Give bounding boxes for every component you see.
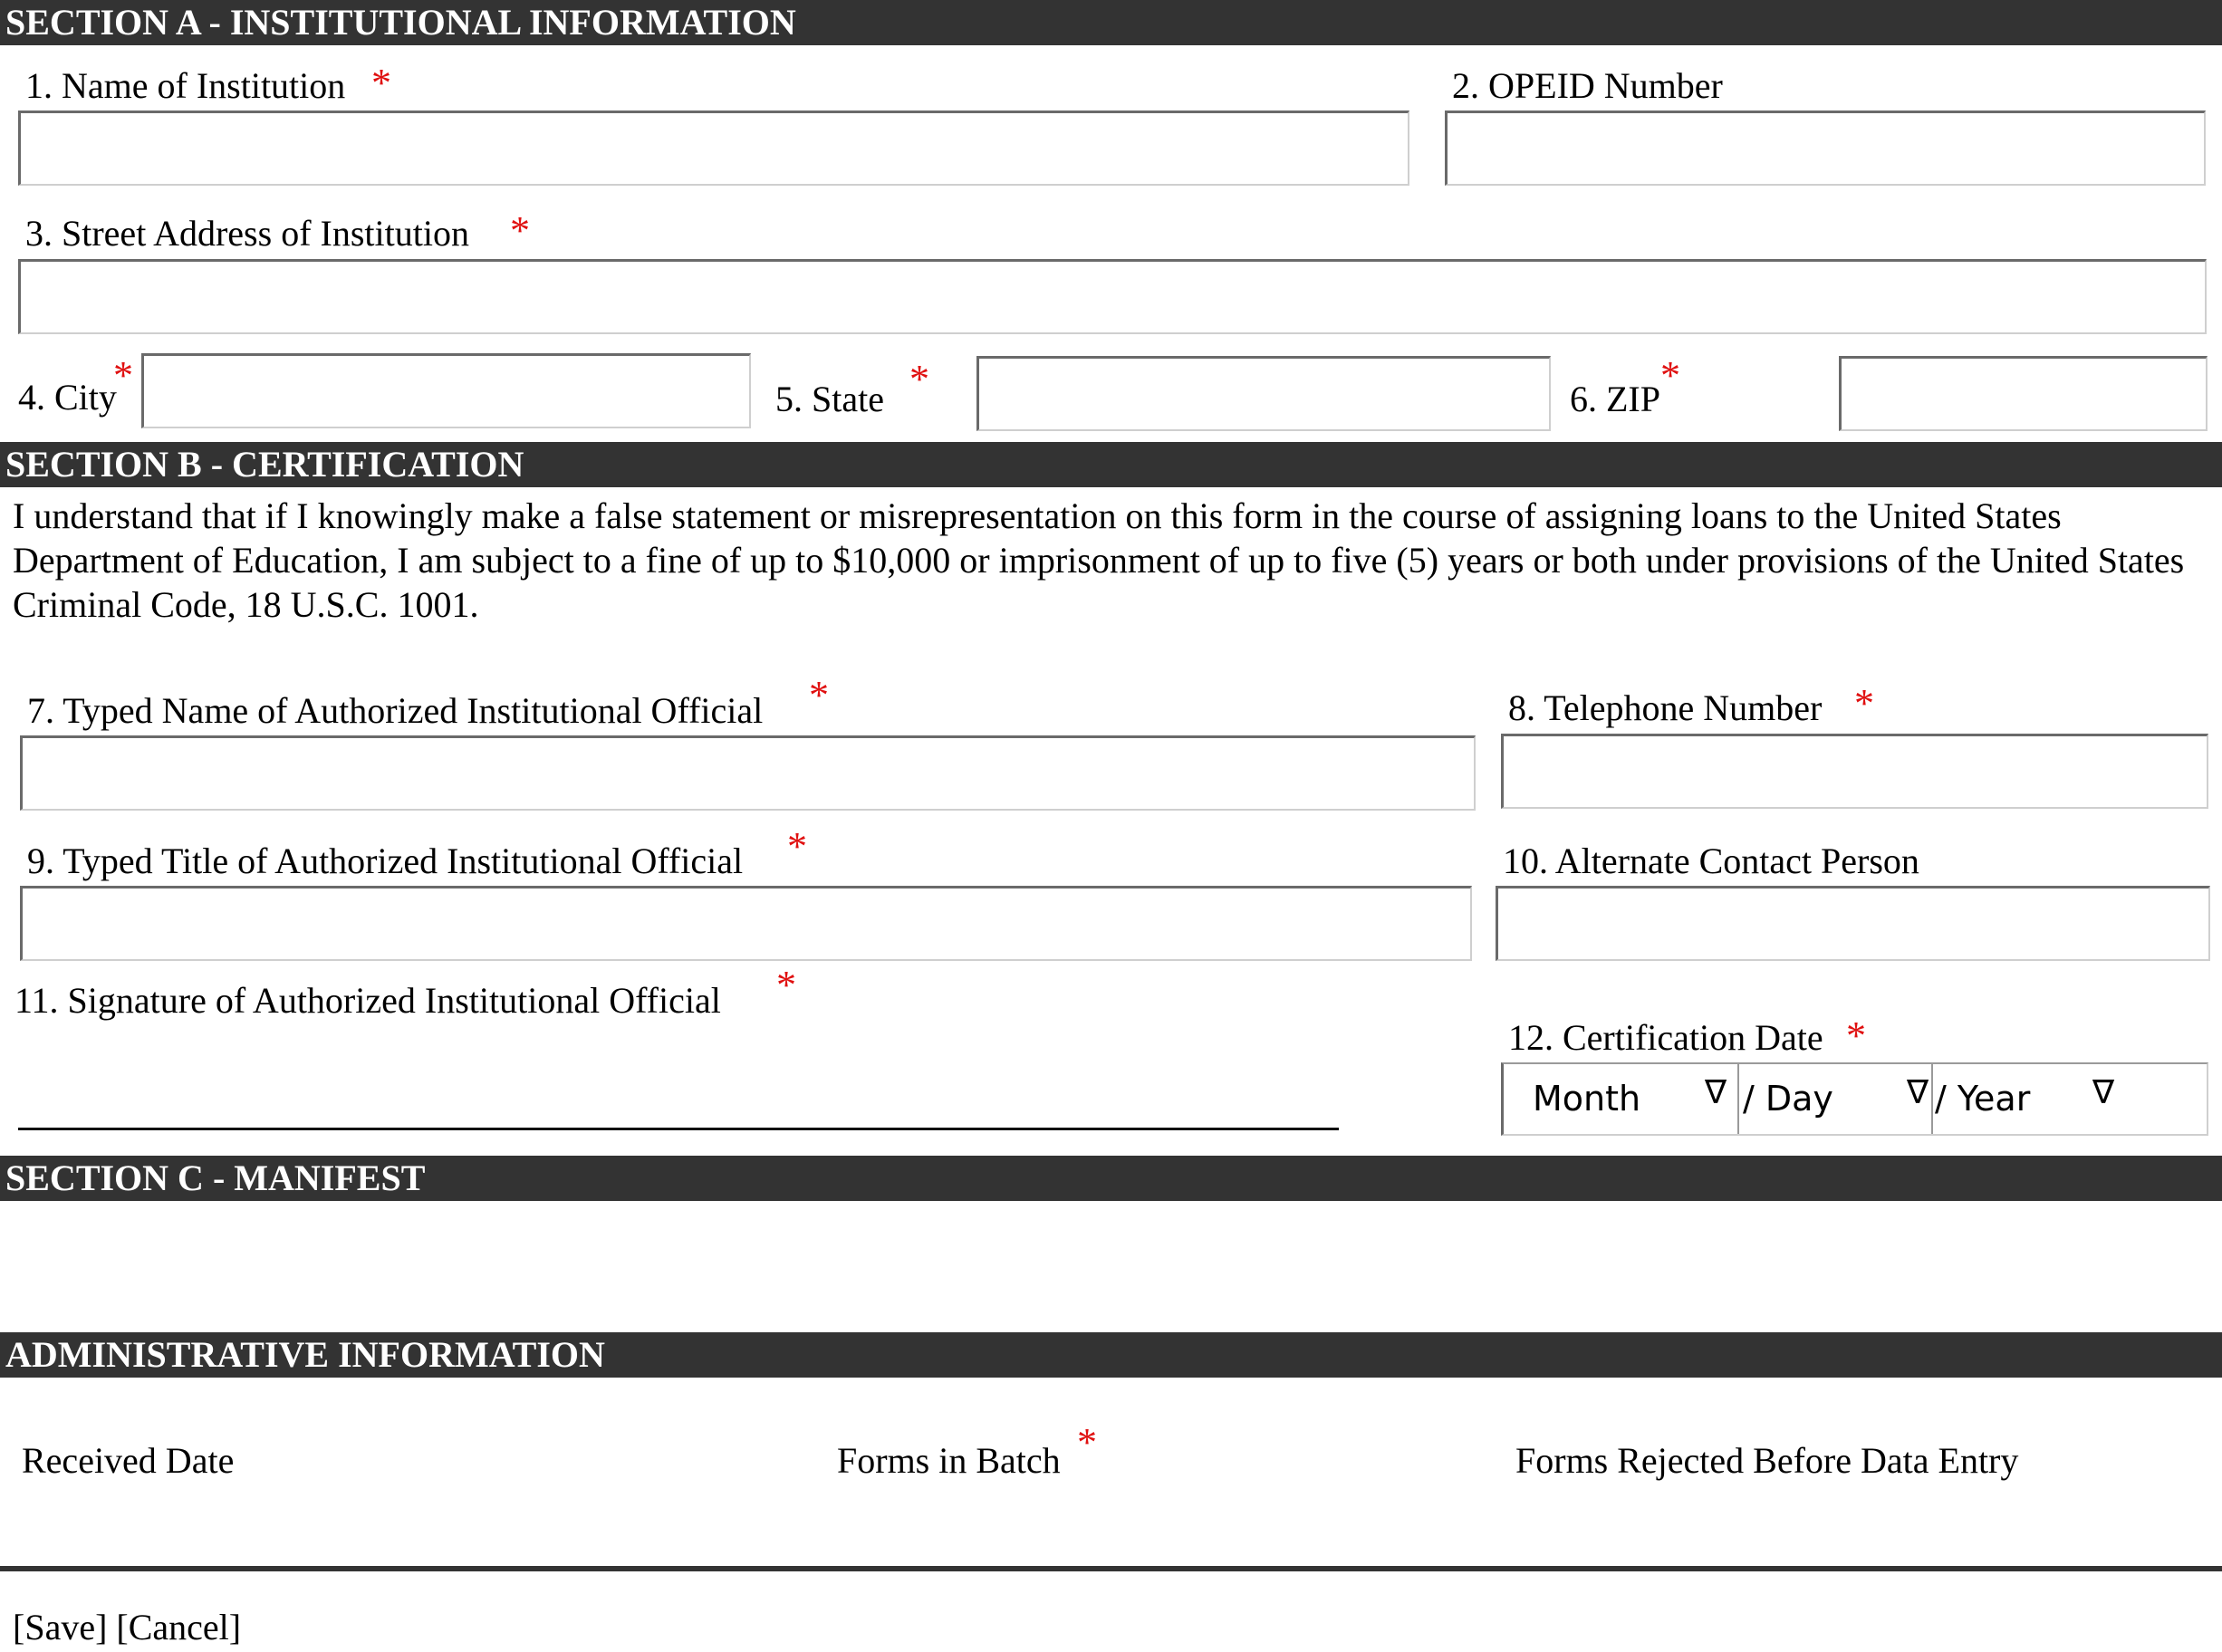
required-asterisk: * xyxy=(1077,1420,1097,1465)
signature-line[interactable] xyxy=(18,1128,1339,1130)
certification-date-picker xyxy=(1501,1062,2208,1136)
received-date-label: Received Date xyxy=(22,1440,235,1481)
zip-input[interactable] xyxy=(1839,356,2208,431)
forms-rejected-label: Forms Rejected Before Data Entry xyxy=(1515,1440,2019,1481)
city-label: 4. City xyxy=(18,377,117,418)
state-input[interactable] xyxy=(976,356,1551,431)
official-name-input[interactable] xyxy=(20,735,1476,811)
year-select[interactable] xyxy=(1933,1064,2205,1134)
cancel-button[interactable]: [Cancel] xyxy=(116,1607,242,1647)
signature-label: 11. Signature of Authorized Institutional Official xyxy=(14,980,721,1021)
forms-in-batch-label: Forms in Batch xyxy=(837,1440,1061,1481)
form-actions xyxy=(13,1607,241,1648)
city-input[interactable] xyxy=(141,353,751,428)
certification-statement: I understand that if I knowingly make a false statement or misrepresentation on this form in the course of assigning loans to the United States Department of Education, I am subject to a fine of up to $10,000 or imprisonment of up to five (5) years or both under provisions of the United States Criminal Code, 18 U.S.C. 1001. xyxy=(13,495,2185,625)
required-asterisk: * xyxy=(1660,353,1680,398)
section-b-header: SECTION B - CERTIFICATION xyxy=(0,442,2222,487)
required-asterisk: * xyxy=(113,353,133,398)
admin-header: ADMINISTRATIVE INFORMATION xyxy=(0,1332,2222,1378)
chevron-down-icon: ∇ xyxy=(1705,1074,1727,1111)
month-select[interactable] xyxy=(1504,1064,1737,1134)
required-asterisk: * xyxy=(809,673,829,717)
required-asterisk: * xyxy=(909,357,929,401)
alternate-contact-input[interactable] xyxy=(1496,886,2210,961)
day-select[interactable] xyxy=(1739,1064,1931,1134)
required-asterisk: * xyxy=(1854,681,1874,725)
opeid-number-input[interactable] xyxy=(1445,110,2206,186)
section-a-header: SECTION A - INSTITUTIONAL INFORMATION xyxy=(0,0,2222,45)
official-title-label: 9. Typed Title of Authorized Institutional Official xyxy=(27,840,744,881)
section-c-header: SECTION C - MANIFEST xyxy=(0,1156,2222,1201)
year-select-label: / Year xyxy=(1935,1079,2031,1119)
required-asterisk: * xyxy=(510,208,530,253)
chevron-down-icon: ∇ xyxy=(2092,1074,2115,1111)
required-asterisk: * xyxy=(787,824,807,869)
required-asterisk: * xyxy=(371,61,391,105)
month-select-label: Month xyxy=(1533,1079,1641,1119)
street-address-input[interactable] xyxy=(18,259,2207,334)
official-name-label: 7. Typed Name of Authorized Institutional Official xyxy=(27,690,764,731)
institution-name-label: 1. Name of Institution xyxy=(25,65,346,106)
chevron-down-icon: ∇ xyxy=(1907,1074,1929,1111)
divider xyxy=(0,1566,2222,1571)
institution-name-input[interactable] xyxy=(18,110,1409,186)
street-address-label: 3. Street Address of Institution xyxy=(25,213,469,254)
official-title-input[interactable] xyxy=(20,886,1472,961)
required-asterisk: * xyxy=(1846,1013,1866,1058)
day-select-label: / Day xyxy=(1743,1079,1833,1119)
save-button[interactable]: [Save] xyxy=(13,1607,108,1647)
certification-date-label: 12. Certification Date xyxy=(1508,1017,1823,1058)
telephone-number-label: 8. Telephone Number xyxy=(1508,687,1823,728)
opeid-number-label: 2. OPEID Number xyxy=(1452,65,1723,106)
alternate-contact-label: 10. Alternate Contact Person xyxy=(1503,840,1919,881)
required-asterisk: * xyxy=(776,963,796,1007)
telephone-number-input[interactable] xyxy=(1501,734,2208,809)
state-label: 5. State xyxy=(775,379,884,419)
zip-label: 6. ZIP xyxy=(1570,379,1660,419)
